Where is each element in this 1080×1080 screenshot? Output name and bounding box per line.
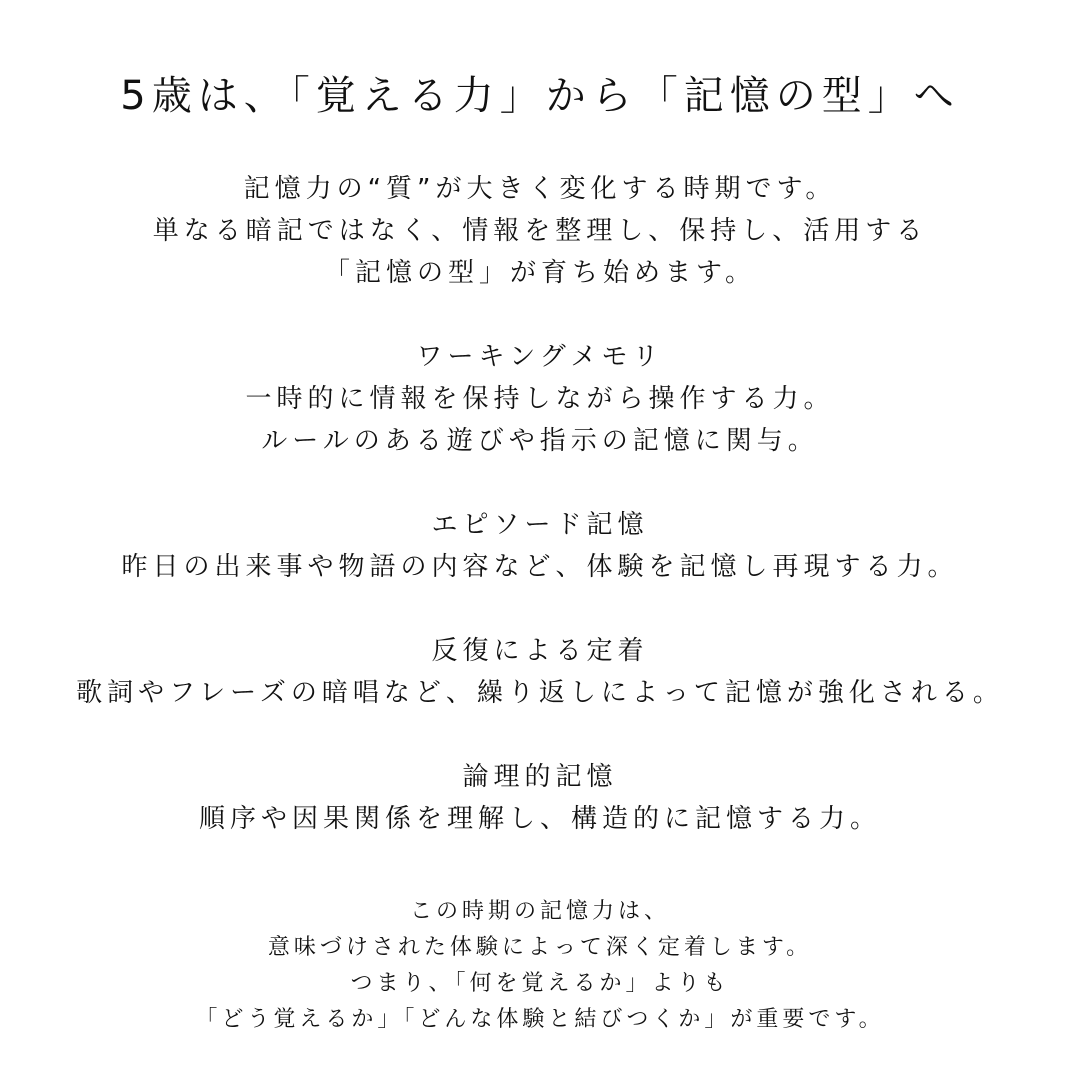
page-title: 5歳は、「覚える力」から「記憶の型」へ: [120, 73, 960, 119]
closing-line: 意味づけされた体験によって深く定着します。: [267, 935, 813, 960]
section-logical-memory: [0, 756, 1080, 840]
section-line: 歌詞やフレーズの暗唱など、繰り返しによって記憶が強化される。: [76, 678, 1004, 708]
closing-line: 「どう覚えるか」「どんな体験と結びつくか」が重要です。: [195, 1007, 885, 1032]
intro-line: 「記憶の型」が育ち始めます。: [324, 258, 756, 288]
section-line: ルールのある遊びや指示の記憶に関与。: [261, 426, 819, 456]
intro-text: [0, 168, 1080, 294]
section-heading: 論理的記憶: [462, 762, 618, 792]
intro-line: 記憶力の“質”が大きく変化する時期です。: [243, 174, 837, 204]
closing-text: [0, 894, 1080, 1038]
section-line: 一時的に情報を保持しながら操作する力。: [245, 384, 835, 414]
closing-line: つまり、「何を覚えるか」よりも: [350, 971, 730, 996]
section-line: 昨日の出来事や物語の内容など、体験を記憶し再現する力。: [121, 552, 959, 582]
section-working-memory: [0, 336, 1080, 462]
intro-line: 単なる暗記ではなく、情報を整理し、保持し、活用する: [152, 216, 928, 246]
section-line: 順序や因果関係を理解し、構造的に記憶する力。: [198, 804, 881, 834]
section-repetition: [0, 630, 1080, 714]
section-episodic-memory: [0, 504, 1080, 588]
section-heading: 反復による定着: [431, 636, 649, 666]
section-heading: エピソード記憶: [431, 510, 649, 540]
section-heading: ワーキングメモリ: [416, 342, 664, 372]
closing-line: この時期の記憶力は、: [409, 899, 670, 924]
